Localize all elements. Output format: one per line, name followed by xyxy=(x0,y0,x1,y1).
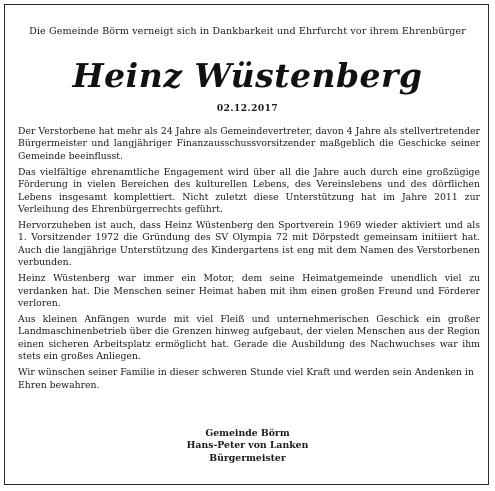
signature-person: Hans-Peter von Lanken xyxy=(186,440,309,452)
obituary-notice xyxy=(4,4,489,485)
paragraph-5: Aus kleinen Anfängen wurde mit viel Fleiß und unternehmerischen Geschick ein großer Landmaschinenbetrieb über die Grenzen hinweg aufgebaut, der vielen Menschen aus der Region einen sicheren Arbeitsplatz ermöglicht hat. Gerade die Ausbildung des Nachwuchses war ihm stets ein großes Anliegen. xyxy=(18,314,480,363)
paragraph-4: Heinz Wüstenberg war immer ein Motor, dem seine Heimatgemeinde unendlich viel zu verdanken hat. Die Menschen seiner Heimat haben mit ihm einen großen Freund und Förderer verloren. xyxy=(18,273,480,310)
deceased-name: Heinz Wüstenberg xyxy=(72,56,423,95)
signature-block xyxy=(5,428,490,465)
paragraph-6: Wir wünschen seiner Familie in dieser schweren Stunde viel Kraft und werden sein Andenken in Ehren bewahren. xyxy=(18,367,474,391)
paragraph-1: Der Verstorbene hat mehr als 24 Jahre als Gemeindevertreter, davon 4 Jahre als stellvertretender Bürgermeister und langjähriger Finanzausschussvorsitzender maßgeblich die Geschicke seiner Gemeinde beeinflusst. xyxy=(18,126,480,162)
signature-organization: Gemeinde Börm xyxy=(205,428,290,439)
paragraph-3: Hervorzuheben ist auch, dass Heinz Wüstenberg den Sportverein 1969 wieder aktiviert und als 1. Vorsitzender 1972 die Gründung des SV Olympia 72 mit Dörpstedt gemeinsam initiiert hat. Auch die langjährige Unterstützung des Kindergartens ist eng mit dem Namen des Verstorbenen verbunden. xyxy=(18,220,480,269)
notice-body xyxy=(18,126,480,396)
date-of-death: 02.12.2017 xyxy=(216,104,279,114)
paragraph-2: Das vielfältige ehrenamtliche Engagement wird über all die Jahre auch durch eine großzügige Förderung in vielen Bereichen des kulturellen Lebens, des Vereinslebens und des dörflichen Lebens insgesamt komplettiert. Nicht zuletzt diese Unterstützung hat im Jahre 2011 zur Verleihung des Ehrenbürgerrechts geführt. xyxy=(18,166,480,216)
header-line: Die Gemeinde Börm verneigt sich in Dankbarkeit und Ehrfurcht vor ihrem Ehrenbürger xyxy=(29,26,466,37)
signature-title: Bürgermeister xyxy=(209,452,286,464)
